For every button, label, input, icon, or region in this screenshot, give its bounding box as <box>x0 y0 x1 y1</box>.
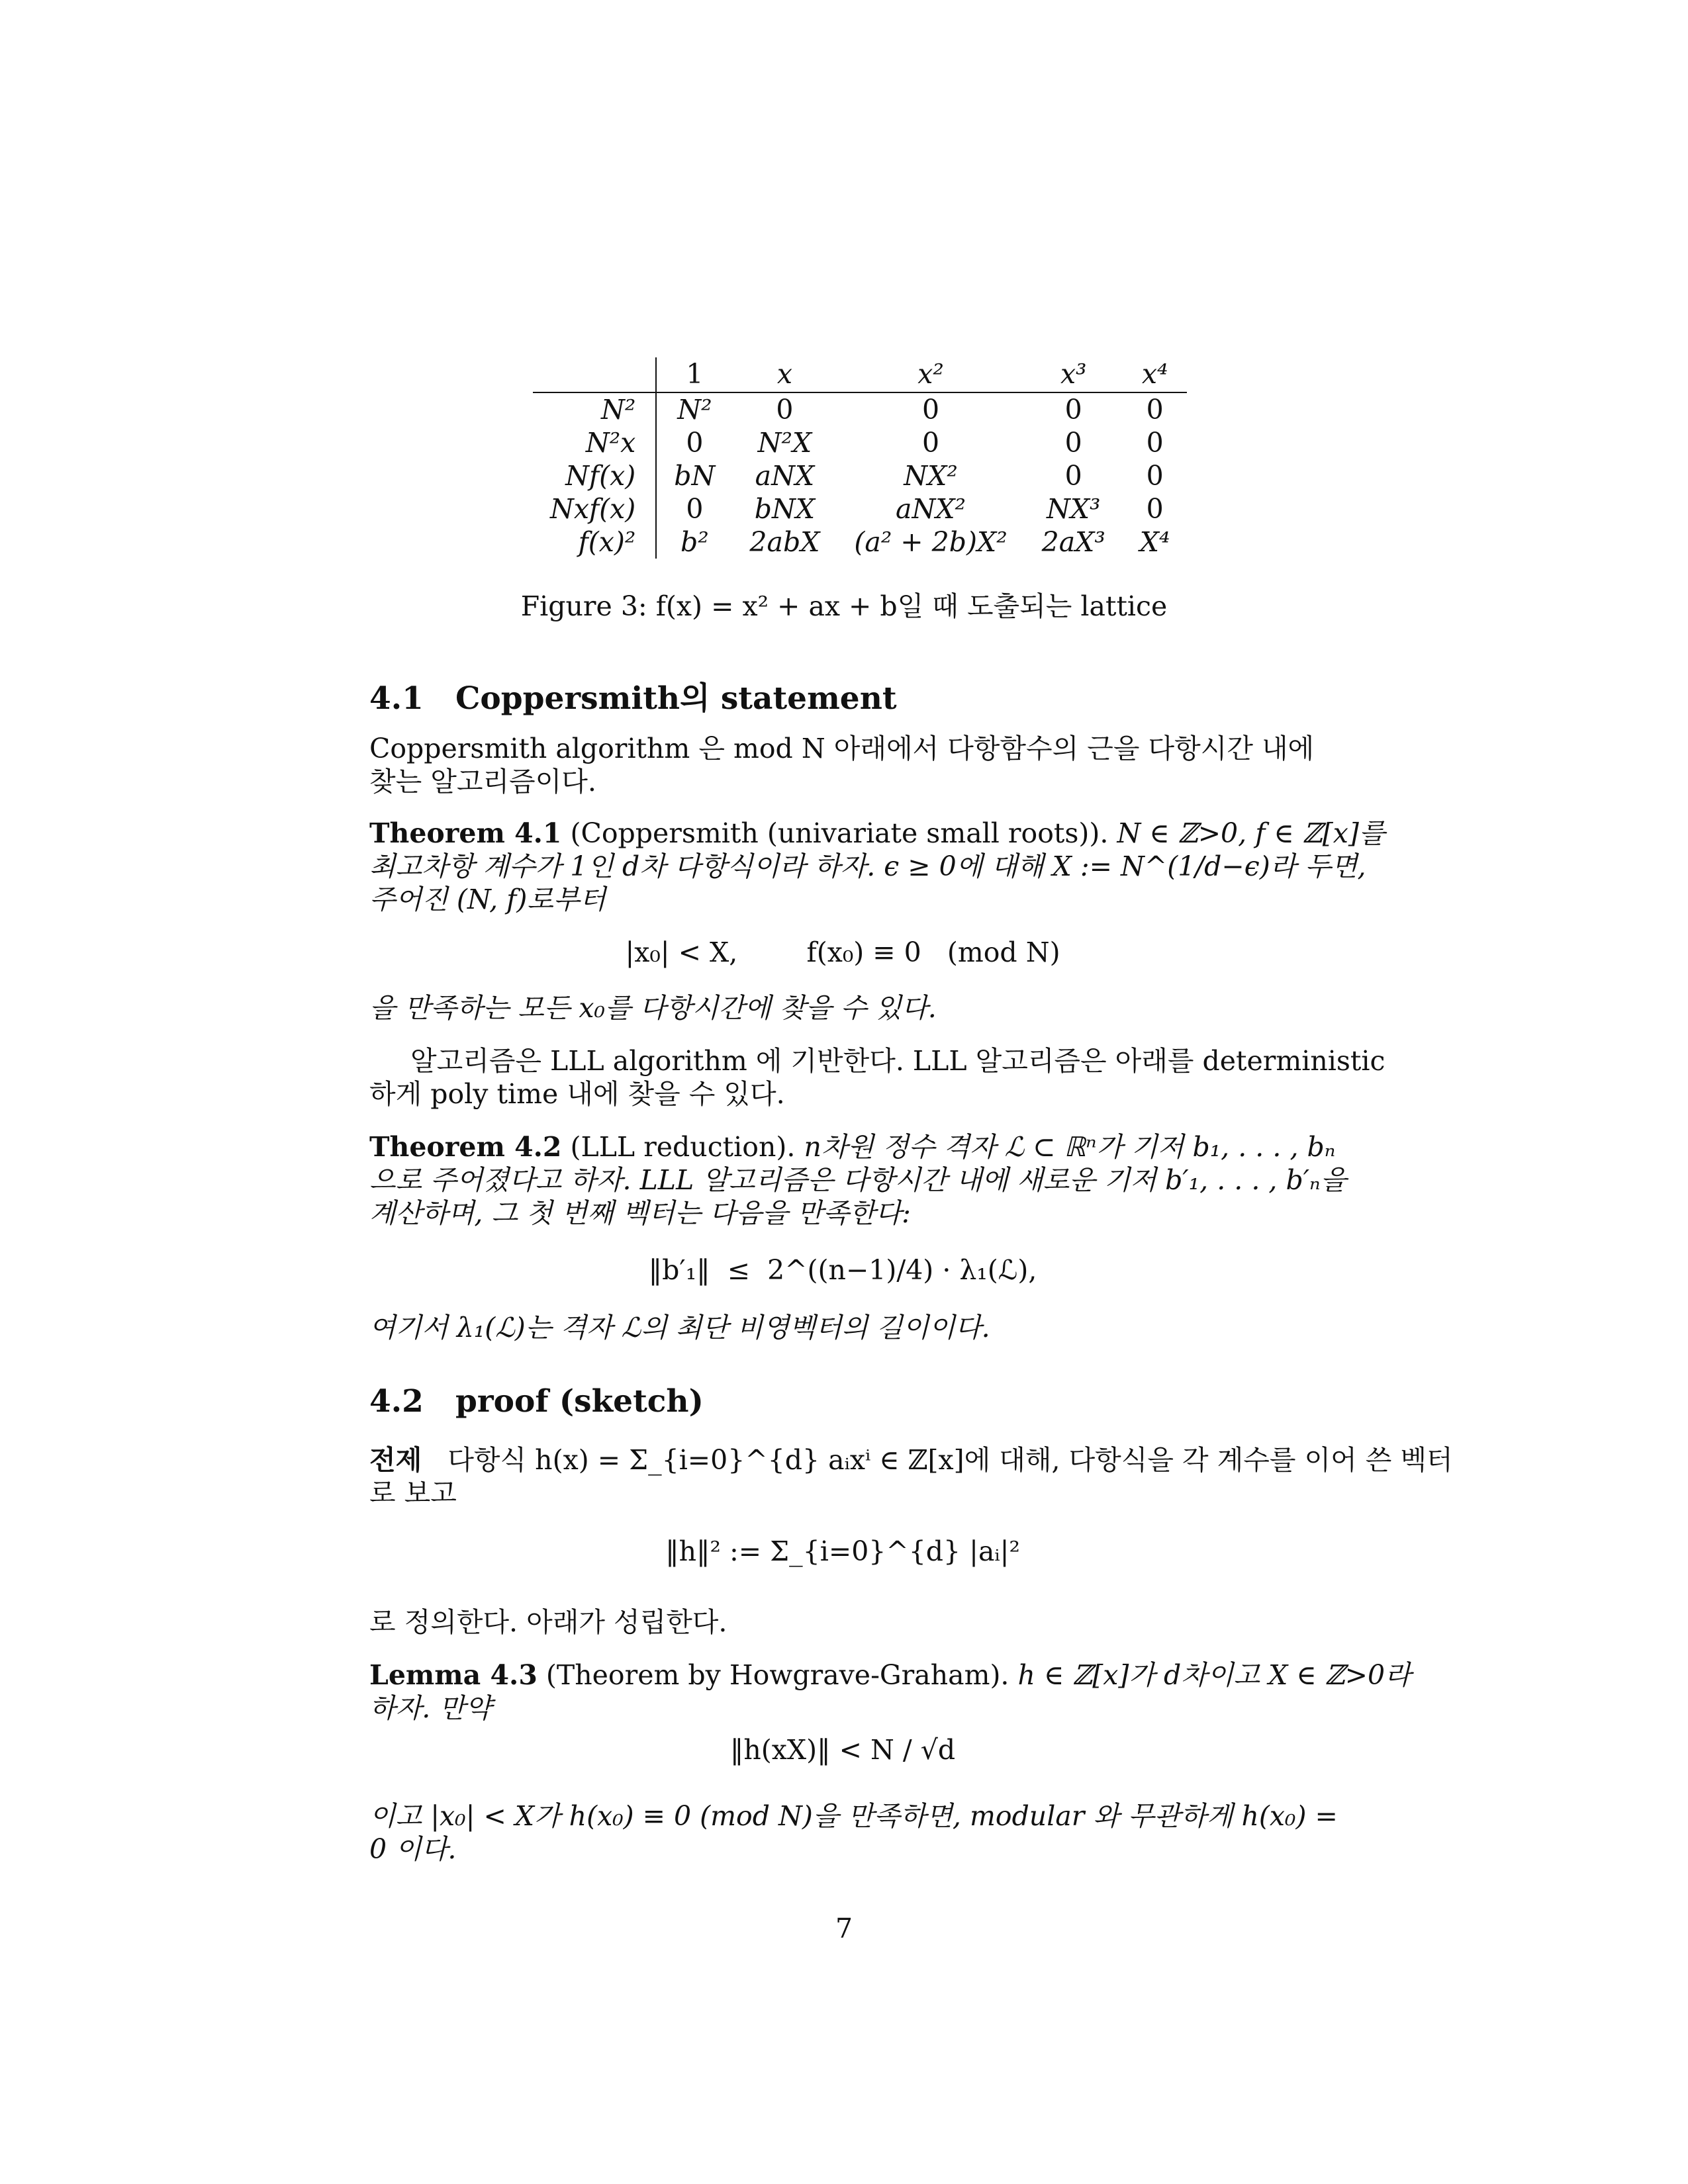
theorem-line: 여기서 λ₁(ℒ)는 격자 ℒ의 최단 비영벡터의 길이이다. <box>369 1312 990 1343</box>
table-cell: bNX <box>754 493 816 525</box>
theorem-name: (Coppersmith (univariate small roots)). <box>570 817 1109 849</box>
table-row <box>533 525 1187 559</box>
page-number: 7 <box>835 1913 853 1944</box>
theorem-label: Theorem 4.2 <box>369 1131 562 1163</box>
col-header: x³ <box>1025 357 1123 392</box>
table-cell: NX² <box>904 460 958 492</box>
table-cell: N² <box>677 394 712 426</box>
theorem-text: n차원 정수 격자 ℒ ⊂ ℝⁿ가 기저 b₁, . . . , bₙ <box>804 1131 1336 1163</box>
theorem-line: 최고차항 계수가 1인 d차 다항식이라 하자. ϵ ≥ 0에 대해 X := N^(1/d−ϵ)라 두면, <box>369 850 1366 882</box>
table-row <box>533 392 1187 426</box>
table-row <box>533 426 1187 459</box>
table-header-row <box>533 357 1187 392</box>
equation: ‖h(xX)‖ < N / √d <box>729 1734 956 1766</box>
row-header: Nf(x) <box>533 459 656 492</box>
paragraph-line: 알고리즘은 LLL algorithm 에 기반한다. LLL 알고리즘은 아래를 deterministic <box>410 1045 1385 1077</box>
theorem-label: Theorem 4.1 <box>369 817 562 849</box>
table-cell: aNX <box>755 460 815 492</box>
row-header: Nxf(x) <box>533 492 656 525</box>
table-row <box>533 492 1187 525</box>
lemma-text: h ∈ ℤ[x]가 d차이고 X ∈ ℤ>0라 <box>1017 1659 1411 1691</box>
paragraph-line: 로 보고 <box>369 1477 457 1509</box>
row-header: N² <box>533 392 656 426</box>
section-title: proof (sketch) <box>455 1383 704 1420</box>
table-cell: 0 <box>1146 394 1164 426</box>
col-header: x² <box>837 357 1024 392</box>
figure-caption: Figure 3: f(x) = x² + ax + b일 때 도출되는 lattice <box>520 590 1168 622</box>
paragraph-line: 하게 poly time 내에 찾을 수 있다. <box>369 1078 785 1110</box>
section-number: 4.2 <box>369 1383 424 1420</box>
premise-text: 다항식 h(x) = Σ_{i=0}^{d} aᵢxⁱ ∈ ℤ[x]에 대해, 다항식을 각 계수를 이어 쓴 벡터 <box>447 1444 1453 1476</box>
equation: ‖h‖² := Σ_{i=0}^{d} |aᵢ|² <box>665 1535 1020 1567</box>
table-cell: bN <box>674 460 716 492</box>
theorem-line <box>369 1130 1335 1164</box>
col-header: 1 <box>656 357 732 392</box>
table-cell: 0 <box>1146 460 1164 492</box>
lemma-name: (Theorem by Howgrave-Graham). <box>545 1659 1009 1691</box>
col-header: x <box>732 357 837 392</box>
paragraph-line: Coppersmith algorithm 은 mod N 아래에서 다항함수의 근을 다항시간 내에 <box>369 733 1315 764</box>
lattice-table <box>533 357 1187 559</box>
theorem-name: (LLL reduction). <box>570 1131 796 1163</box>
paragraph-line <box>369 1443 1453 1477</box>
table-cell: 0 <box>1064 427 1082 459</box>
lemma-line: 하자. 만약 <box>369 1692 492 1724</box>
section-title: Coppersmith의 statement <box>455 680 897 717</box>
theorem-text: N ∈ ℤ>0, f ∈ ℤ[x]를 <box>1117 817 1385 849</box>
table-cell: 0 <box>686 427 704 459</box>
table-cell: 0 <box>1064 460 1082 492</box>
table-cell: 0 <box>1146 493 1164 525</box>
table-cell: NX³ <box>1046 493 1101 525</box>
theorem-line <box>369 816 1385 850</box>
row-header: N²x <box>533 426 656 459</box>
row-header: f(x)² <box>533 525 656 559</box>
theorem-line: 계산하며, 그 첫 번째 벡터는 다음을 만족한다: <box>369 1197 911 1229</box>
theorem-line: 을 만족하는 모든 x₀를 다항시간에 찾을 수 있다. <box>369 992 937 1024</box>
table-cell: 0 <box>776 394 794 426</box>
table-cell: 2aX³ <box>1041 526 1105 558</box>
lemma-line: 0 이다. <box>369 1833 457 1865</box>
table-row <box>533 459 1187 492</box>
table-cell: N²X <box>757 427 812 459</box>
paragraph-line: 로 정의한다. 아래가 성립한다. <box>369 1606 727 1638</box>
col-header: x⁴ <box>1123 357 1188 392</box>
table-cell: 0 <box>921 394 940 426</box>
equation: ‖b′₁‖ ≤ 2^((n−1)/4) · λ₁(ℒ), <box>648 1254 1037 1286</box>
table-cell: 2abX <box>749 526 820 558</box>
table-cell: 0 <box>921 427 940 459</box>
table-cell: 0 <box>686 493 704 525</box>
table-cell: b² <box>680 526 709 558</box>
table-cell: 0 <box>1064 394 1082 426</box>
section-heading <box>369 1383 704 1420</box>
lemma-label: Lemma 4.3 <box>369 1659 538 1691</box>
paragraph-line: 찾는 알고리즘이다. <box>369 766 596 797</box>
equation: |x₀| < X, f(x₀) ≡ 0 (mod N) <box>625 936 1060 968</box>
lemma-line: 이고 |x₀| < X가 h(x₀) ≡ 0 (mod N)을 만족하면, modular 와 무관하게 h(x₀) = <box>369 1800 1338 1832</box>
section-number: 4.1 <box>369 680 424 717</box>
table-cell: aNX² <box>896 493 966 525</box>
table-cell: (a² + 2b)X² <box>854 526 1008 558</box>
premise-label: 전제 <box>369 1444 422 1476</box>
table-cell: X⁴ <box>1139 526 1170 558</box>
table-corner <box>533 357 656 392</box>
section-heading <box>369 674 897 718</box>
theorem-line: 으로 주어졌다고 하자. LLL 알고리즘은 다항시간 내에 새로운 기저 b′₁, . . . , b′ₙ을 <box>369 1164 1347 1196</box>
theorem-line: 주어진 (N, f)로부터 <box>369 884 606 915</box>
lemma-line <box>369 1658 1411 1692</box>
table-cell: 0 <box>1146 427 1164 459</box>
